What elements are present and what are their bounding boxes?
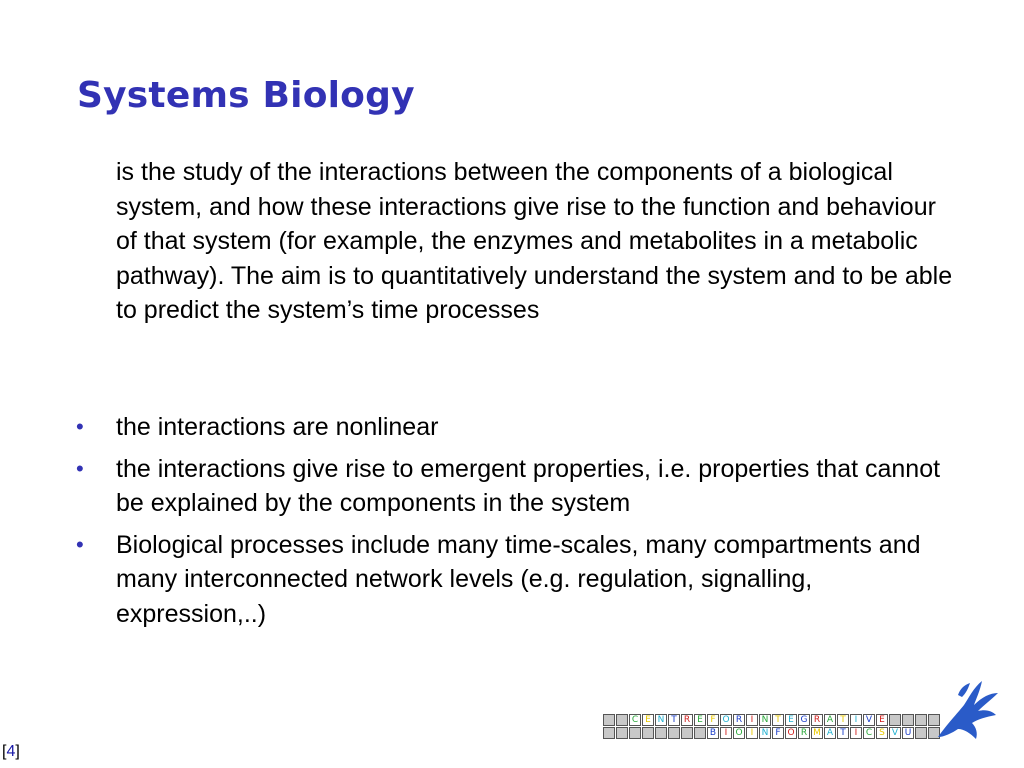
logo-empty-cell xyxy=(603,714,615,726)
logo-letter-cell: F xyxy=(772,727,784,739)
logo-letter-cell: V xyxy=(863,714,875,726)
logo-letter-cell: O xyxy=(720,714,732,726)
logo-letter-cell: O xyxy=(785,727,797,739)
logo-letter-cell: R xyxy=(798,727,810,739)
logo-letter-cell: N xyxy=(759,714,771,726)
bullet-text: Biological processes include many time-scales, many compartments and many interconnected network levels (e.g. regulation, signalling, expression,..) xyxy=(116,530,921,628)
logo-letter-cell: A xyxy=(824,727,836,739)
vu-griffin-emblem-icon xyxy=(930,675,1002,747)
logo-empty-cell xyxy=(915,727,927,739)
bullet-item xyxy=(74,410,944,445)
bullet-icon: • xyxy=(76,455,84,481)
logo-letter-cell: N xyxy=(655,714,667,726)
logo-letter-cell: R xyxy=(681,714,693,726)
logo-letter-cell: E xyxy=(642,714,654,726)
logo-letter-cell: T xyxy=(837,727,849,739)
logo-letter-cell: E xyxy=(785,714,797,726)
logo-letter-cell: I xyxy=(746,727,758,739)
logo-letter-cell: E xyxy=(876,714,888,726)
logo-letter-cell: G xyxy=(798,714,810,726)
logo-letter-cell: I xyxy=(746,714,758,726)
logo-letter-cell: B xyxy=(707,727,719,739)
logo-letter-cell: C xyxy=(629,714,641,726)
logo-letter-cell: F xyxy=(707,714,719,726)
centre-for-integrative-bioinformatics-logo xyxy=(603,714,941,740)
bullet-list xyxy=(74,410,944,638)
logo-empty-cell xyxy=(616,714,628,726)
logo-letter-cell: S xyxy=(876,727,888,739)
definition-paragraph: is the study of the interactions between the components of a biological system, and how these interactions give rise to the function and behaviour of that system (for example, the enzymes and metabolites in a metabolic pathway). The aim is to quantitatively understand the system and to be able to predict the system’s time processes xyxy=(116,158,953,324)
logo-letter-cell: V xyxy=(889,727,901,739)
logo-letter-cell: U xyxy=(902,727,914,739)
logo-letter-cell: I xyxy=(850,727,862,739)
logo-letter-cell: R xyxy=(811,714,823,726)
logo-empty-cell xyxy=(681,727,693,739)
logo-letter-cell: N xyxy=(759,727,771,739)
logo-letter-cell: R xyxy=(733,714,745,726)
logo-letter-cell: I xyxy=(850,714,862,726)
logo-empty-cell xyxy=(642,727,654,739)
logo-letter-cell: C xyxy=(863,727,875,739)
logo-letter-cell: T xyxy=(837,714,849,726)
bullet-item xyxy=(74,528,944,632)
bullet-text: the interactions give rise to emergent properties, i.e. properties that cannot be explained by the components in the system xyxy=(116,454,941,517)
logo-empty-cell xyxy=(603,727,615,739)
logo-empty-cell xyxy=(655,727,667,739)
logo-letter-cell: E xyxy=(694,714,706,726)
logo-empty-cell xyxy=(694,727,706,739)
slide-title: Systems Biology xyxy=(77,75,415,116)
logo-letter-cell: M xyxy=(811,727,823,739)
logo-letter-cell: I xyxy=(720,727,732,739)
slide-number-link[interactable]: [4] xyxy=(2,743,20,760)
logo-letter-cell: T xyxy=(668,714,680,726)
slide-number[interactable]: 4 xyxy=(6,743,16,760)
logo-row-bioinformatics-vu xyxy=(603,727,941,740)
logo-empty-cell xyxy=(668,727,680,739)
logo-empty-cell xyxy=(915,714,927,726)
logo-empty-cell xyxy=(902,714,914,726)
logo-empty-cell xyxy=(616,727,628,739)
logo-letter-cell: A xyxy=(824,714,836,726)
logo-row-centre-for-integrative xyxy=(603,714,941,727)
bullet-item xyxy=(74,452,944,521)
bullet-icon: • xyxy=(76,414,84,439)
bullet-text: the interactions are nonlinear xyxy=(116,413,439,441)
logo-empty-cell xyxy=(889,714,901,726)
logo-letter-cell: T xyxy=(772,714,784,726)
logo-letter-cell: O xyxy=(733,727,745,739)
bullet-icon: • xyxy=(76,531,84,557)
logo-empty-cell xyxy=(629,727,641,739)
